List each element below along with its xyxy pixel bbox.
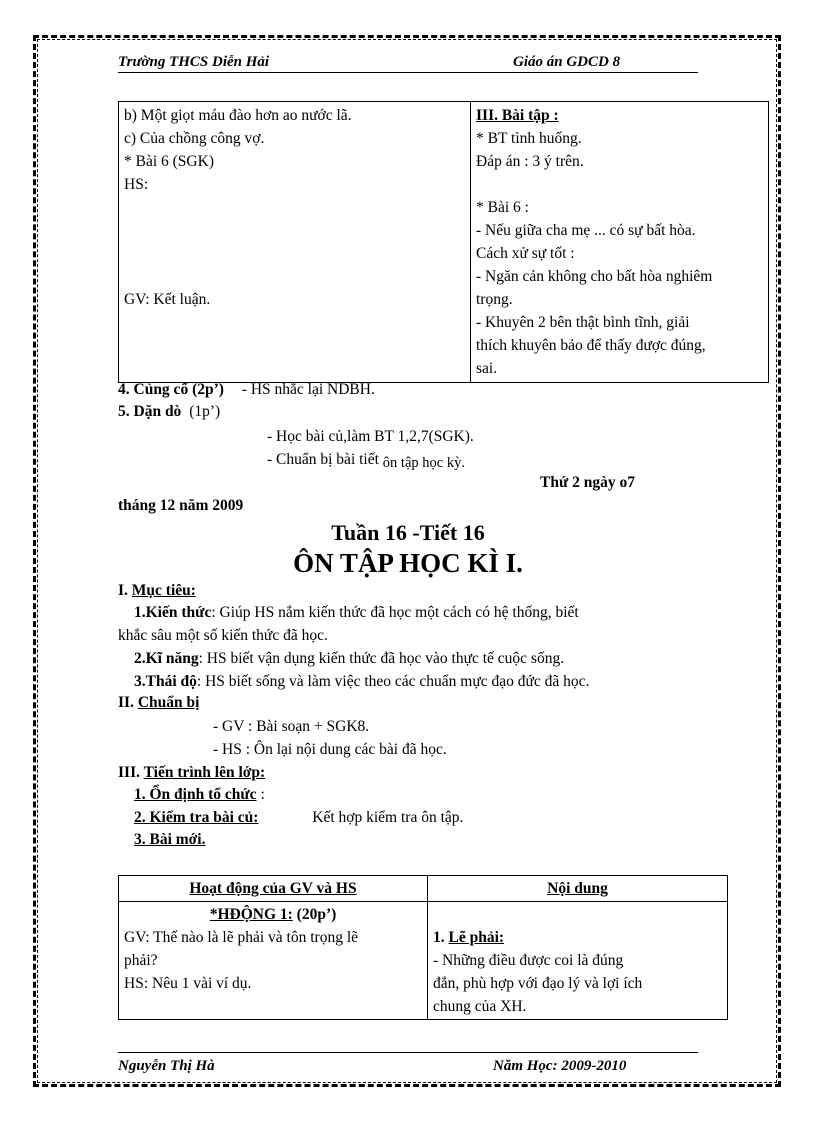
text-line: thích khuyên bảo để thấy được đúng, [476,337,706,354]
process-step-2-label: 2. Kiểm tra bài củ: [134,809,259,826]
text-line: - Khuyên 2 bên thật bình tĩnh, giải [476,314,690,331]
objective-knowledge-text: : Giúp HS nắm kiến thức đã học một cách có hệ thống, biết [211,604,579,621]
prep-heading [118,694,199,712]
text-line: - Những điều được coi là đúng [433,952,624,969]
consolidate-label: 4. Củng cố (2p’) [118,381,224,398]
objective-knowledge [134,604,579,622]
activity-heading-time: (20p’) [296,906,337,923]
objective-knowledge-cont: khắc sâu một số kiến thức đã học. [118,627,328,644]
date-part-1: Thứ 2 ngày o7 [540,474,636,491]
text-line: b) Một giọt máu đào hơn ao nước lã. [124,107,352,124]
lesson-title: ÔN TẬP HỌC KÌ I. [293,548,523,578]
text-line: Đáp án : 3 ý trên. [476,153,584,170]
objective-skill-text: : HS biết vận dụng kiến thức đã học vào thực tế cuộc sống. [198,650,565,667]
text-line [124,334,465,357]
process-step-3: 3. Bài mới. [134,831,206,848]
process-step-1-tail: : [260,786,265,803]
objectives-heading-text: Mục tiêu: [131,582,196,599]
process-step-2-text: Kết hợp kiểm tra ôn tập. [312,809,464,826]
consolidate-text: - HS nhắc lại NDBH. [241,381,375,398]
text-line: * BT tình huống. [476,130,582,147]
activity-right-cell [428,902,728,1020]
homework-line [118,403,220,421]
text-line: * Bài 6 : [476,199,529,216]
process-step-2 [134,809,463,827]
text-line: GV: Kết luận. [124,291,211,308]
prep-hs: - HS : Ôn lại nội dung các bài đã học. [213,741,447,758]
activity-left-cell [119,902,428,1020]
homework-time: (1p’) [189,403,221,420]
exercise-table [118,101,769,383]
text-line [124,196,465,219]
text-line: HS: [124,176,149,193]
objectives-heading-num: I. [118,582,128,599]
footer-teacher: Nguyễn Thị Hà [118,1058,215,1074]
homework-label: 5. Dặn dò [118,403,182,420]
date-part-2: tháng 12 năm 2009 [118,497,244,514]
objective-attitude-label: 3.Thái độ [134,673,197,690]
content-heading-text: Lẽ phải: [448,929,505,946]
text-line [124,311,465,334]
text-line: đắn, phù hợp với đạo lý và lợi ích [433,975,643,992]
homework-item-2-tail: ôn tập học kỳ. [382,455,465,471]
exercise-left-cell [119,102,471,383]
footer-rule [118,1052,698,1053]
text-line [124,242,465,265]
text-line [476,173,763,196]
header-subject: Giáo án GDCD 8 [513,54,621,70]
header-rule [118,72,698,73]
content-heading-num: 1. [433,929,445,946]
content-heading [433,926,722,949]
process-heading [118,764,265,782]
process-step-1 [134,786,265,804]
homework-item-1: - Học bài củ,làm BT 1,2,7(SGK). [267,428,474,445]
header-school: Trường THCS Diễn Hải [118,54,270,70]
text-line [124,265,465,288]
homework-item-2 [267,451,465,469]
text-line: Cách xử sự tốt : [476,245,575,262]
text-line [124,219,465,242]
objective-skill [134,650,564,668]
text-line: sai. [476,360,498,377]
text-line: GV: Thế nào là lẽ phải và tôn trọng lẽ [124,929,359,946]
prep-heading-num: II. [118,694,134,711]
activity-heading [124,903,422,926]
text-line [124,357,465,380]
lesson-week: Tuần 16 -Tiết 16 [331,520,485,545]
activity-table [118,875,728,1020]
activity-heading-label: *HĐỘNG 1: [209,906,293,923]
col-header-activity: Hoạt động của GV và HS [119,876,428,902]
text-line: chung của XH. [433,998,527,1015]
prep-gv: - GV : Bài soạn + SGK8. [213,718,370,735]
objective-attitude-text: : HS biết sống và làm việc theo các chuẩn mực đạo đức đã học. [196,673,590,690]
prep-heading-text: Chuẩn bị [137,694,200,711]
text-line: c) Của chồng công vợ. [124,130,265,147]
text-line: HS: Nêu 1 vài ví dụ. [124,975,252,992]
footer-year: Năm Học: 2009-2010 [493,1058,627,1074]
exercise-right-cell [471,102,769,383]
objective-attitude [134,673,589,691]
text-line: - Nếu giữa cha mẹ ... có sự bất hòa. [476,222,696,239]
exercise-heading: III. Bài tập : [476,107,559,124]
objective-skill-label: 2.Kĩ năng [134,650,199,667]
objectives-heading [118,582,196,600]
process-step-1-label: 1. Ổn định tổ chức [134,786,257,803]
text-line: * Bài 6 (SGK) [124,153,214,170]
process-heading-num: III. [118,764,140,781]
col-header-content: Nội dung [428,876,728,902]
process-heading-text: Tiến trình lên lớp: [143,764,266,781]
text-line: - Ngăn cản không cho bất hòa nghiêm [476,268,713,285]
objective-knowledge-label: 1.Kiến thức [134,604,212,621]
text-line: phải? [124,952,158,969]
homework-item-2-text: - Chuẩn bị bài tiết [267,451,379,468]
text-line: trọng. [476,291,513,308]
consolidate-line [118,381,375,399]
